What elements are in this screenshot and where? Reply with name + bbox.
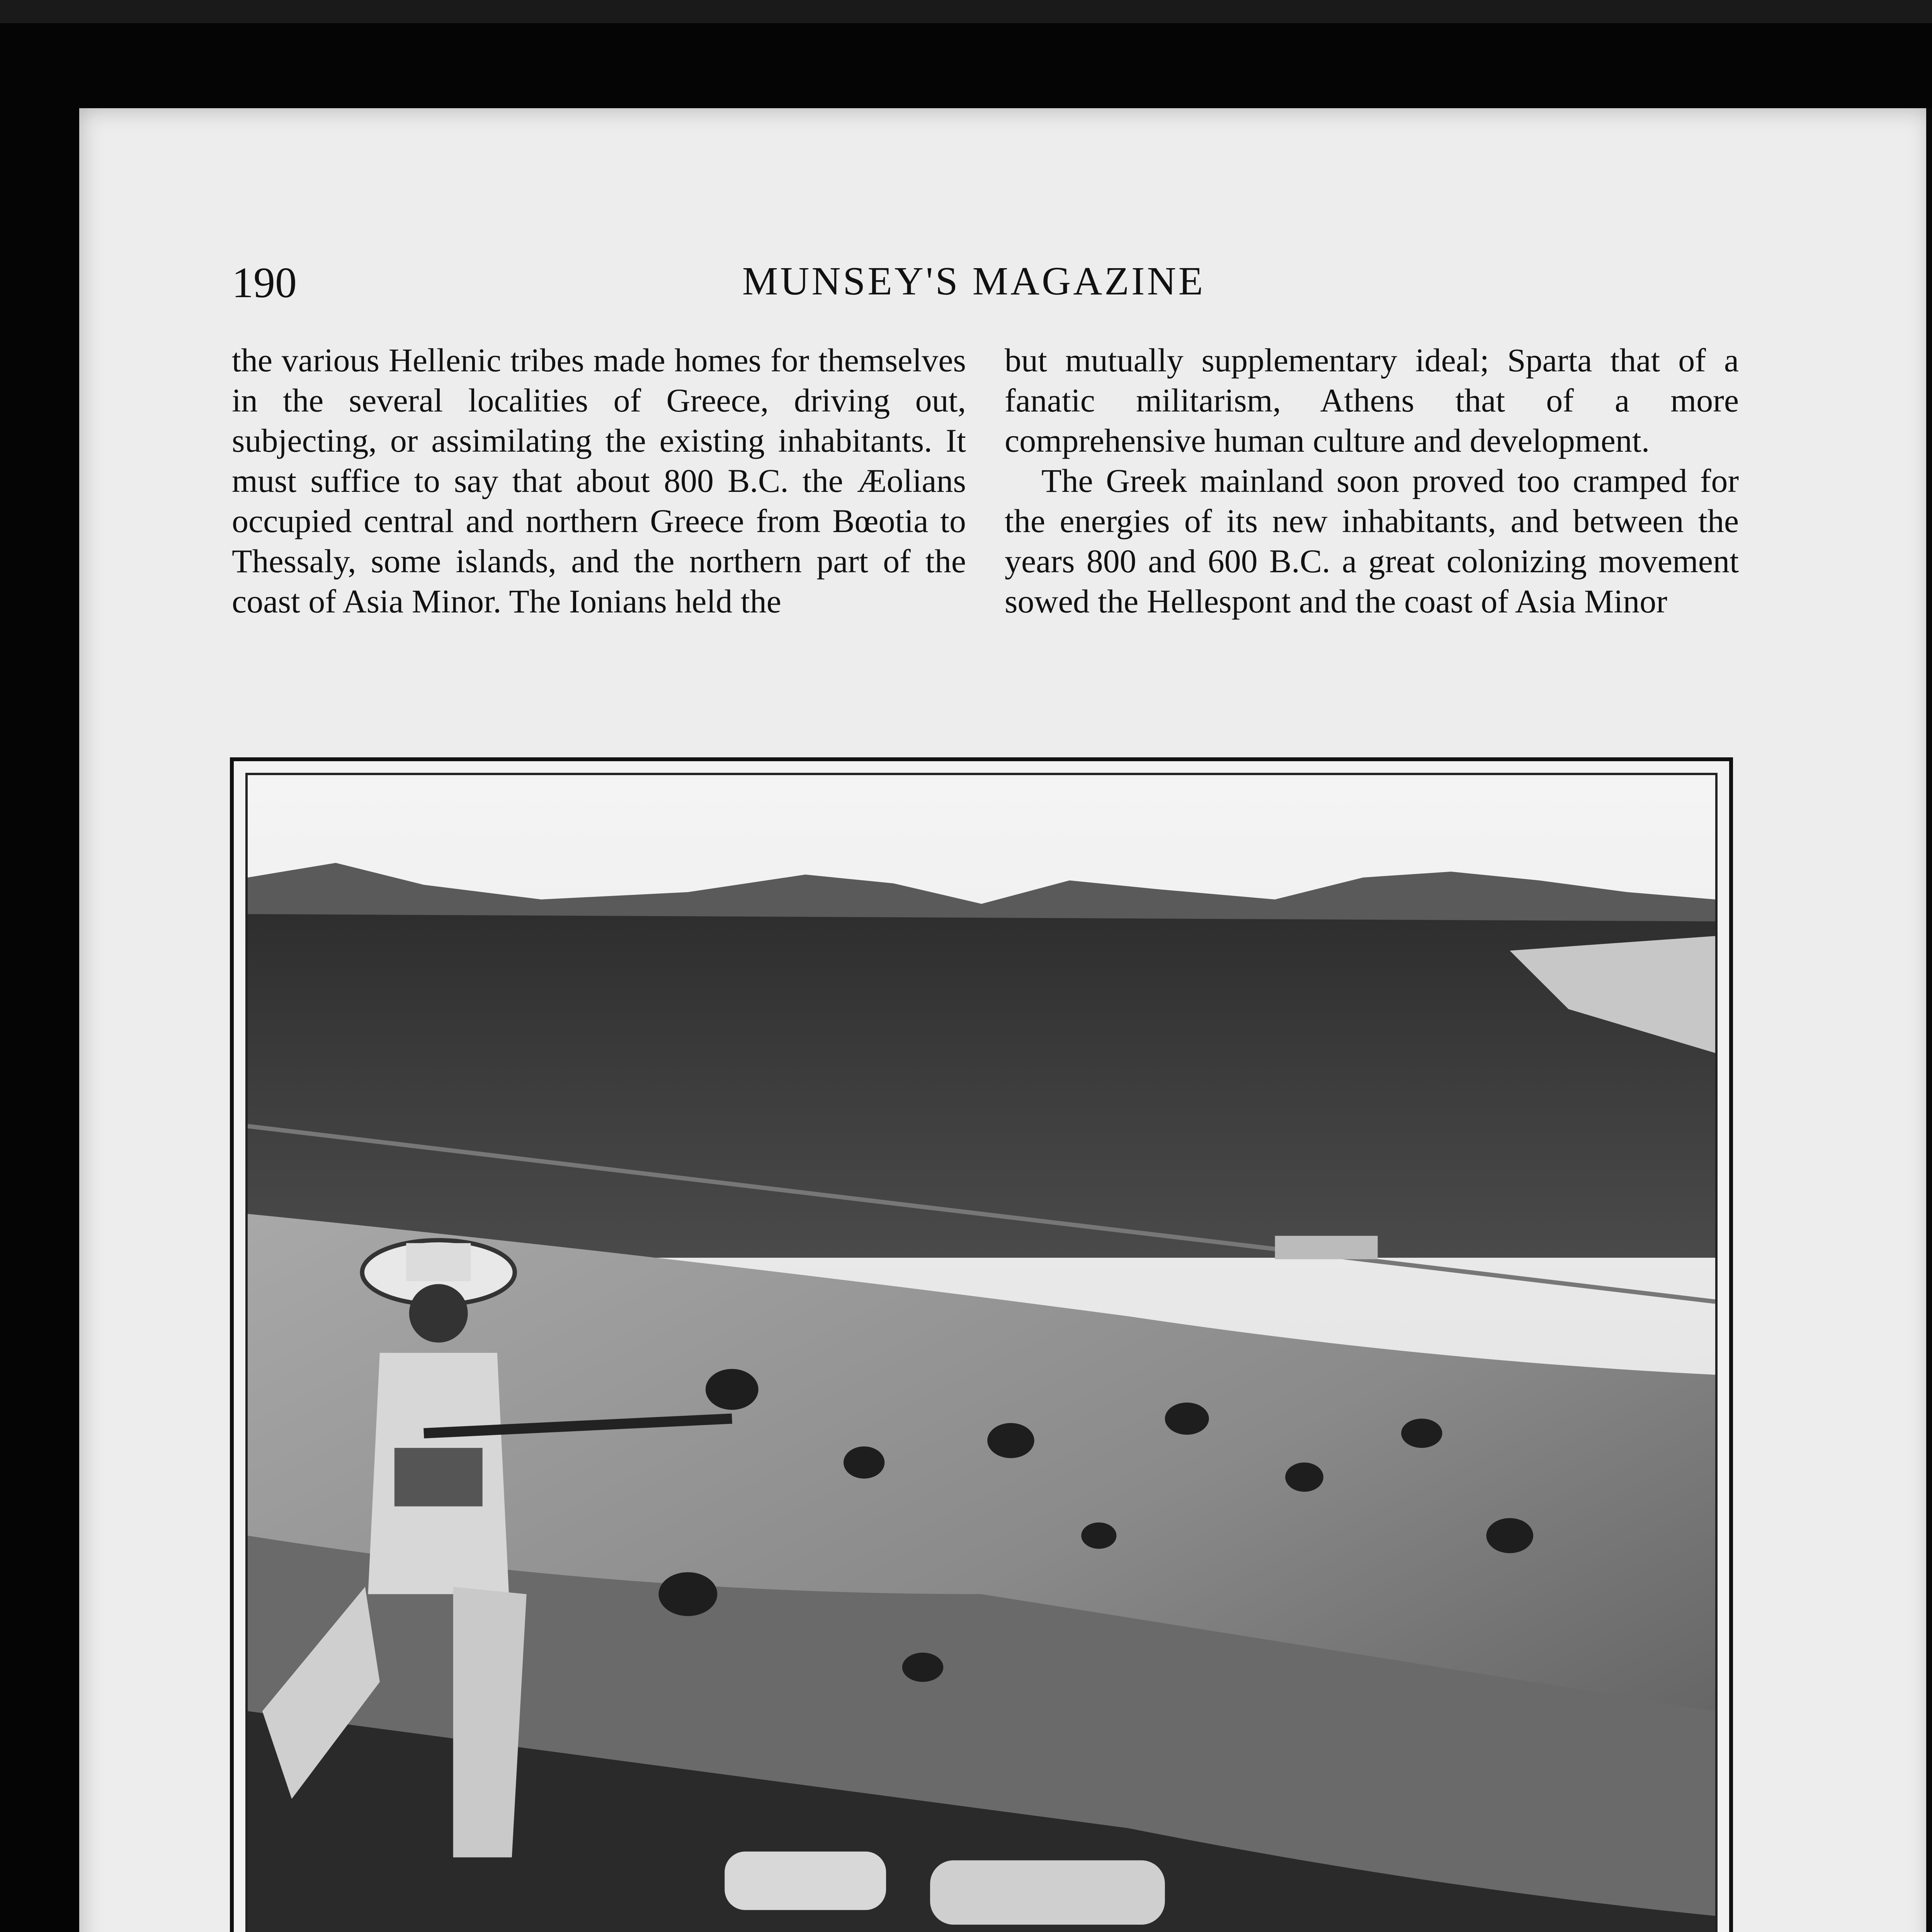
film-edge: [0, 0, 1932, 23]
magazine-title: MUNSEY'S MAGAZINE: [742, 259, 1206, 303]
photograph: [245, 773, 1718, 1932]
top-right-column: [1005, 340, 1739, 621]
top-left-column: [232, 340, 966, 621]
running-head: [232, 258, 1716, 312]
paragraph: the various Hellenic tribes made homes for themselves in the several localities of Greece, driving out, subjecting, or assimilating the existing inhabitants. It must suffice to say that about 800 B.C. the Æolians occupied central and northern Greece from Bœotia to Thessaly, some islands, and the northern part of the coast of Asia Minor. The Ionians held the: [232, 342, 966, 620]
marathon-landscape-image: [248, 775, 1715, 1932]
page-gutter: [1926, 108, 1932, 1932]
paragraph: The Greek mainland soon proved too cramped for the energies of its new inhabitants, and between the years 800 and 600 B.C. a great colonizing movement sowed the Hellespont and the coast of Asia Minor: [1005, 462, 1739, 620]
page-number: 190: [232, 259, 297, 307]
photo-frame: [230, 757, 1733, 1932]
paragraph: but mutually supplementary ideal; Sparta that of a fanatic militarism, Athens that of a more comprehensive human culture and development.: [1005, 342, 1739, 459]
